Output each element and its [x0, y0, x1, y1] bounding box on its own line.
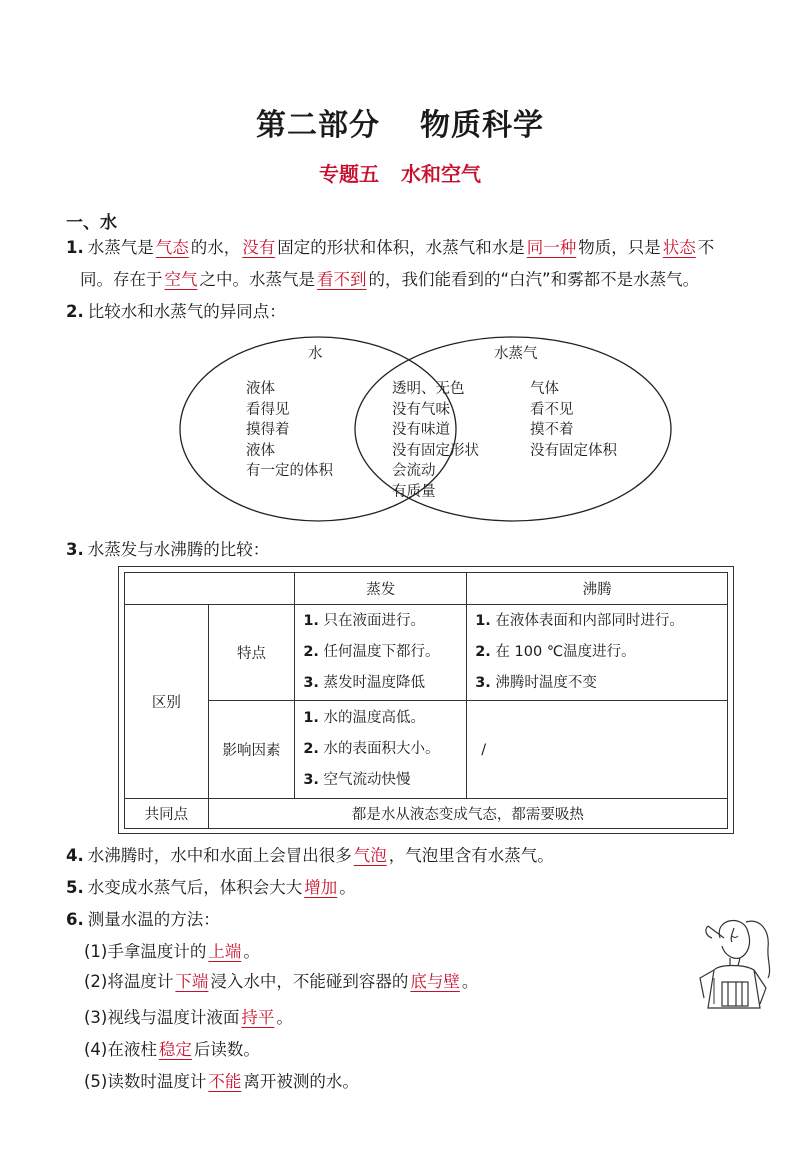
list-item: 透明、无色: [392, 381, 465, 397]
topic-subtitle: 专题五 水和空气: [319, 162, 481, 186]
item-6-step-2: (2)将温度计 下端 浸入水中，不能碰到容器的 底与壁 。: [84, 972, 479, 991]
table-row: [125, 605, 728, 701]
venn-common-list: [392, 379, 479, 502]
answer-blank: 气泡: [353, 846, 387, 865]
table-row: [125, 799, 728, 829]
page-title: 第二部分 物质科学: [256, 108, 544, 143]
answer-blank: 不能: [208, 1072, 242, 1091]
list-item: 液体: [246, 442, 275, 459]
item-1: 1. 水蒸气是 气态 的水， 没有 固定的形状和体积，水蒸气和水是 同一种 物质，只是 状态 不 同。存在于 空气 之中。水蒸气是 看不到 的，我们能看到的“白汽”和雾都不是水蒸气。: [66, 238, 715, 289]
girl-reading-thermometer-illustration: [674, 908, 784, 1018]
answer-blank: 看不到: [317, 270, 367, 289]
answer-blank: 空气: [164, 270, 198, 289]
answer-blank: 下端: [175, 972, 209, 991]
item-5: 5. 水变成水蒸气后，体积会大大 增加 。: [66, 878, 356, 897]
venn-label-steam: 水蒸气: [494, 346, 538, 362]
cell-feature-boiling: 1. 在液体表面和内部同时进行。 2. 在 100 ℃温度进行。 3. 沸腾时温度不变: [467, 605, 728, 701]
answer-blank: 上端: [208, 942, 242, 961]
comparison-table: [124, 572, 728, 829]
item-3: 3. 水蒸发与水沸腾的比较：: [66, 540, 270, 559]
venn-left-list: [246, 379, 333, 482]
table-row: [125, 573, 728, 605]
list-item: 液体: [246, 381, 275, 397]
cell-factors-evaporation: 1. 水的温度高低。 2. 水的表面积大小。 3. 空气流动快慢: [295, 701, 467, 799]
list-item: 没有固定体积: [530, 442, 617, 459]
list-item: 摸得着: [246, 422, 290, 438]
item-6: 6. 测量水温的方法：: [66, 910, 220, 929]
list-item: 没有味道: [392, 422, 450, 438]
list-item: 气体: [530, 381, 559, 397]
item-6-step-1: (1)手拿温度计的 上端 。: [84, 942, 260, 961]
section-heading-water: 一、水: [66, 213, 117, 233]
row-header-factors: 影响因素: [208, 701, 295, 799]
list-item: 有质量: [392, 483, 436, 500]
cell-feature-evaporation: 1. 只在液面进行。 2. 任何温度下都行。 3. 蒸发时温度降低: [295, 605, 467, 701]
cell-factors-boiling: /: [467, 701, 728, 799]
item-6-step-3: (3)视线与温度计液面 持平 。: [84, 1008, 293, 1027]
answer-blank: 没有: [242, 238, 276, 257]
answer-blank: 状态: [662, 238, 696, 257]
item-2: 2. 比较水和水蒸气的异同点：: [66, 302, 286, 321]
venn-right-list: [530, 379, 617, 461]
item-4: 4. 水沸腾时，水中和水面上会冒出很多 气泡 ，气泡里含有水蒸气。: [66, 846, 554, 865]
list-item: 摸不着: [530, 422, 574, 438]
answer-blank: 同一种: [526, 238, 577, 257]
list-item: 会流动: [392, 463, 436, 479]
answer-blank: 增加: [304, 878, 338, 897]
row-header-feature: 特点: [208, 605, 295, 701]
item-6-step-5: (5)读数时温度计 不能 离开被测的水。: [84, 1072, 359, 1091]
answer-blank: 底与壁: [410, 972, 460, 991]
cell-common: 都是水从液态变成气态，都需要吸热: [208, 799, 727, 829]
venn-label-water: 水: [308, 346, 323, 362]
item-6-step-4: (4)在液柱 稳定 后读数。: [84, 1040, 260, 1059]
col-header-evaporation: 蒸发: [295, 573, 467, 605]
row-header-difference: 区别: [125, 605, 209, 799]
list-item: 看得见: [246, 401, 290, 418]
answer-blank: 气态: [155, 238, 189, 257]
answer-blank: 持平: [241, 1008, 275, 1027]
row-header-common: 共同点: [125, 799, 209, 829]
answer-blank: 稳定: [158, 1040, 192, 1059]
list-item: 没有气味: [392, 401, 450, 418]
col-header-boiling: 沸腾: [467, 573, 728, 605]
list-item: 看不见: [530, 401, 574, 418]
table-row: [125, 701, 728, 799]
list-item: 有一定的体积: [246, 463, 333, 479]
list-item: 没有固定形状: [392, 442, 479, 459]
